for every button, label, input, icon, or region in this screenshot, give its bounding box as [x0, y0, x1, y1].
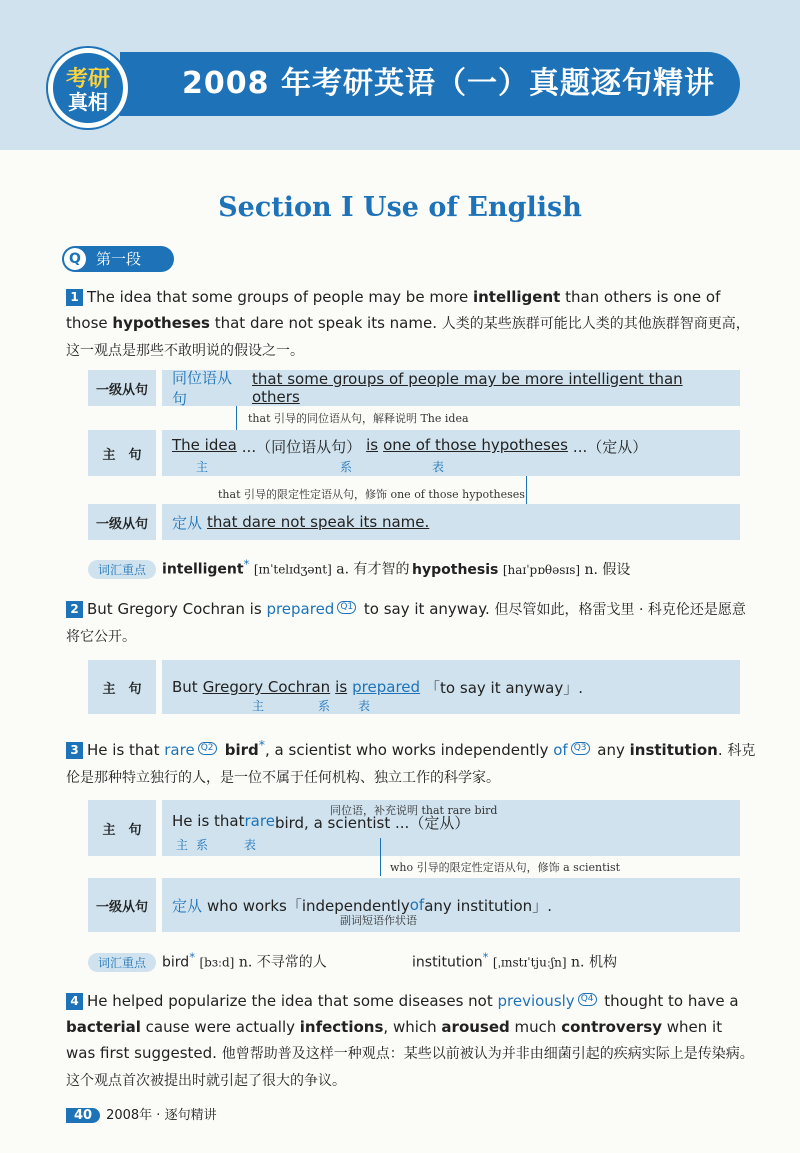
arrow-line	[236, 406, 237, 432]
text: He is that	[87, 741, 165, 759]
clause-tag: 定从	[172, 896, 203, 915]
row-label: 主 句	[88, 430, 156, 476]
keyword: institution	[629, 741, 718, 759]
star-mark: *	[189, 950, 196, 964]
text: thought to have a	[599, 992, 739, 1010]
clause-tag: 定从	[172, 513, 203, 532]
row-label: 一级从句	[88, 504, 156, 540]
page-footer	[66, 1104, 217, 1123]
verb: is	[366, 436, 379, 454]
text: when it was first suggested.	[66, 1018, 723, 1062]
definition: n. 不寻常的人	[238, 954, 327, 971]
pronunciation: [bɜːd]	[199, 955, 235, 970]
text: that dare not speak its name.	[209, 314, 442, 332]
keyword: infections	[299, 1018, 384, 1036]
predicative-mark: 表	[244, 838, 257, 852]
vocab-tag: 词汇重点	[88, 560, 156, 579]
keyword: hypotheses	[112, 314, 210, 332]
paragraph-tag-label: 第一段	[96, 250, 142, 268]
text: bird, a scientist ...（定从）	[274, 814, 470, 832]
text: any institution」.	[424, 896, 552, 915]
text: He is that	[172, 812, 245, 830]
vocab-entry	[162, 557, 412, 579]
text: who works「independently	[207, 896, 410, 915]
row-content	[162, 878, 740, 932]
page-title: 2008 年考研英语（一）真题逐句精讲	[120, 52, 740, 116]
text: than others is one of those	[66, 288, 721, 332]
subject-mark: 主	[176, 838, 189, 852]
star-mark: *	[243, 557, 250, 571]
row-content	[162, 430, 740, 476]
arrow-line	[526, 476, 527, 504]
question-marker: Q4	[578, 993, 597, 1006]
text: ...（定从）	[572, 438, 648, 456]
subject-mark: 主	[252, 699, 265, 713]
row-content	[162, 660, 740, 714]
keyword: rare	[244, 812, 275, 830]
vocab-entry	[412, 950, 662, 972]
badge-top-text: 考研	[65, 67, 110, 92]
keyword: previously	[497, 992, 575, 1010]
vocabulary-row	[88, 950, 748, 972]
section-title: Section Ⅰ Use of English	[218, 192, 582, 223]
text: The idea that some groups of people may be more	[87, 288, 473, 306]
question-marker: Q2	[198, 742, 217, 755]
annotation: 副词短语作状语	[340, 914, 417, 927]
annotation: that 引导的限定性定语从句，修饰 one of those hypotheses	[218, 488, 525, 501]
verb-mark: 系	[318, 699, 331, 713]
translation: 他曾帮助普及这样一种观点：某些以前被认为并非由细菌引起的疾病实际上是传染病。这个观点首次被提出时就引起了很大的争议。	[66, 1046, 754, 1089]
vocab-tag: 词汇重点	[88, 953, 156, 972]
sentence-3	[66, 732, 756, 791]
sentence-1	[66, 284, 756, 364]
keyword: aroused	[441, 1018, 510, 1036]
page-number: 40	[66, 1108, 100, 1123]
row-label: 一级从句	[88, 878, 156, 932]
sentence-number: 3	[66, 742, 83, 759]
star-mark: *	[482, 950, 489, 964]
text: But	[172, 678, 198, 696]
keyword: bacterial	[66, 1018, 141, 1036]
badge-bottom-text: 真相	[68, 90, 108, 114]
annotation: who 引导的限定性定语从句，修饰 a scientist	[390, 861, 621, 874]
vocab-entry	[162, 950, 412, 972]
keyword: bird	[219, 741, 259, 759]
verb: is	[335, 678, 348, 696]
arrow-line	[380, 838, 381, 876]
row-content	[162, 370, 740, 406]
keyword: of	[409, 896, 425, 914]
row-label: 主 句	[88, 800, 156, 856]
keyword: intelligent	[472, 288, 561, 306]
sentence-number: 4	[66, 993, 83, 1010]
keyword: controversy	[561, 1018, 662, 1036]
text: He helped popularize the idea that some diseases not	[87, 992, 498, 1010]
keyword: of	[553, 741, 568, 759]
annotation: 同位语，补充说明 that rare bird	[330, 804, 498, 817]
subject: Gregory Cochran	[202, 678, 331, 696]
text: ...（同位语从句）	[241, 438, 362, 456]
vocab-word: bird	[162, 954, 190, 971]
pronunciation: [ˌɪnstɪˈtjuːʃn]	[492, 955, 567, 970]
analysis-row	[88, 370, 740, 406]
vocab-word: hypothesis	[412, 561, 499, 578]
text: any	[592, 741, 630, 759]
predicative: one of those hypotheses	[383, 436, 568, 454]
text: 「to say it anyway」.	[425, 678, 584, 697]
definition: n. 假设	[584, 561, 631, 578]
analysis-row	[88, 660, 740, 714]
translation: 但尽管如此，格雷戈里 · 科克伦还是愿意将它公开。	[66, 602, 746, 645]
search-icon: Q	[64, 248, 86, 270]
text: , which	[383, 1018, 442, 1036]
translation: 科克伦是那种特立独行的人，是一位不属于任何机构、独立工作的科学家。	[66, 743, 756, 786]
text: , a scientist who works independently	[265, 741, 554, 759]
text: to say it anyway.	[359, 600, 495, 618]
predicative-mark: 表	[432, 460, 445, 474]
keyword: rare	[164, 741, 195, 759]
logo-badge	[48, 48, 128, 128]
verb-mark: 系	[340, 460, 353, 474]
subject-mark: 主	[196, 460, 209, 474]
row-label: 一级从句	[88, 370, 156, 406]
clause-text: that dare not speak its name.	[207, 513, 430, 531]
translation: 人类的某些族群可能比人类的其他族群智商更高，这一观点是那些不敢明说的假设之一。	[66, 316, 750, 359]
vocab-word: intelligent	[162, 561, 244, 578]
pronunciation: [haɪˈpɒθəsɪs]	[502, 562, 581, 577]
sentence-2	[66, 596, 756, 650]
vocab-entry	[412, 559, 662, 579]
sentence-number: 2	[66, 601, 83, 618]
definition: n. 机构	[571, 954, 617, 971]
row-content	[162, 504, 740, 540]
question-marker: Q3	[571, 742, 590, 755]
sentence-number: 1	[66, 289, 83, 306]
text: cause were actually	[140, 1018, 300, 1036]
annotation: that 引导的同位语从句，解释说明 The idea	[248, 412, 469, 425]
star-mark: *	[258, 737, 266, 752]
clause-text: that some groups of people may be more intelligent than others	[251, 370, 683, 406]
paragraph-tag	[62, 246, 174, 272]
predicative-mark: 表	[358, 699, 371, 713]
analysis-row	[88, 504, 740, 540]
footer-text: 2008年 · 逐句精讲	[106, 1108, 217, 1123]
sentence-4	[66, 988, 756, 1094]
vocabulary-row	[88, 557, 748, 579]
vocab-word: institution	[412, 954, 483, 971]
text: much	[509, 1018, 562, 1036]
text: .	[717, 741, 728, 759]
row-label: 主 句	[88, 660, 156, 714]
predicative: prepared	[352, 678, 421, 696]
pronunciation: [ɪnˈtelɪdʒənt]	[253, 562, 332, 577]
question-marker: Q1	[337, 601, 356, 614]
analysis-row	[88, 430, 740, 476]
text: But Gregory Cochran is	[87, 600, 267, 618]
clause-tag: 同位语从句	[172, 369, 233, 408]
subject: The idea	[172, 436, 237, 454]
verb-mark: 系	[196, 838, 209, 852]
keyword: prepared	[266, 600, 335, 618]
definition: a. 有才智的	[336, 561, 410, 578]
